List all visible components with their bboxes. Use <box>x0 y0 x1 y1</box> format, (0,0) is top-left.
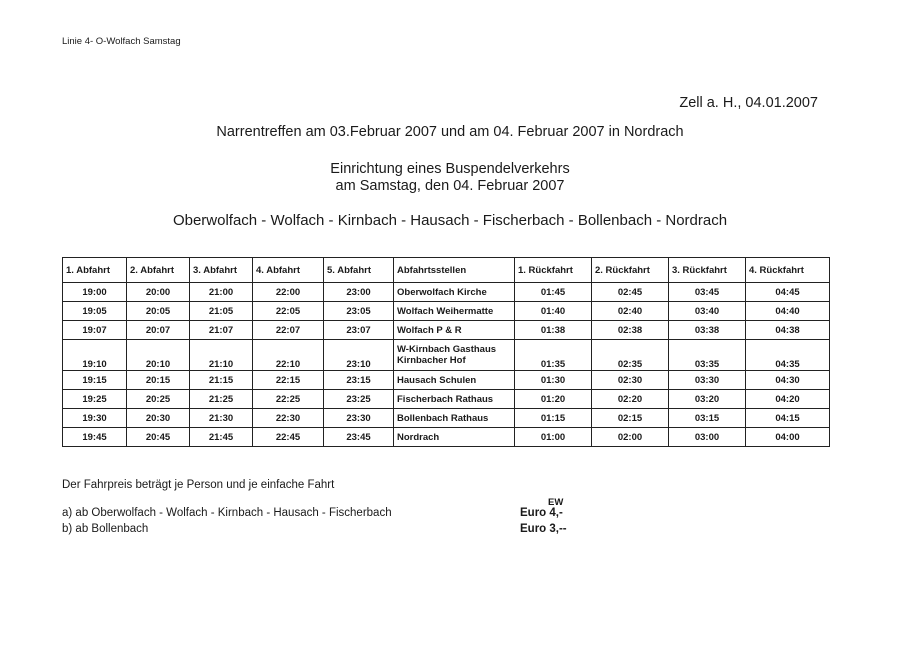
fare-intro: Der Fahrpreis beträgt je Person und je einfache Fahrt <box>62 479 335 491</box>
departure-time: 22:45 <box>253 428 324 447</box>
return-time: 04:35 <box>746 340 830 371</box>
departure-time: 21:15 <box>190 371 253 390</box>
stop-name: Hausach Schulen <box>394 371 515 390</box>
table-row <box>63 409 830 428</box>
return-time: 01:30 <box>515 371 592 390</box>
return-time: 03:30 <box>669 371 746 390</box>
header-label: Linie 4- O-Wolfach Samstag <box>62 36 181 47</box>
return-time: 04:40 <box>746 302 830 321</box>
departure-time: 22:07 <box>253 321 324 340</box>
stop-name: Oberwolfach Kirche <box>394 283 515 302</box>
departure-time: 19:00 <box>63 283 127 302</box>
departure-time: 22:05 <box>253 302 324 321</box>
return-time: 04:15 <box>746 409 830 428</box>
return-time: 03:45 <box>669 283 746 302</box>
fare-price: Euro 4,- <box>520 507 563 519</box>
return-time: 03:40 <box>669 302 746 321</box>
fare-price: Euro 3,-- <box>520 523 567 535</box>
departure-time: 19:07 <box>63 321 127 340</box>
stop-name-line-1: W-Kirnbach Gasthaus <box>397 344 497 355</box>
return-time: 02:45 <box>592 283 669 302</box>
return-time: 04:00 <box>746 428 830 447</box>
subtitle-line-2: am Samstag, den 04. Februar 2007 <box>335 178 565 194</box>
stop-name-line-2: Kirnbacher Hof <box>397 355 466 366</box>
departure-time: 21:25 <box>190 390 253 409</box>
return-time: 01:35 <box>515 340 592 371</box>
departure-time: 22:25 <box>253 390 324 409</box>
col-header: 2. Rückfahrt <box>592 258 669 283</box>
departure-time: 20:05 <box>127 302 190 321</box>
return-time: 02:40 <box>592 302 669 321</box>
col-header: 4. Rückfahrt <box>746 258 830 283</box>
place-date: Zell a. H., 04.01.2007 <box>679 95 818 111</box>
return-time: 01:38 <box>515 321 592 340</box>
return-time: 02:00 <box>592 428 669 447</box>
departure-time: 20:30 <box>127 409 190 428</box>
event-title: Narrentreffen am 03.Februar 2007 und am 04. Februar 2007 in Nordrach <box>216 124 684 140</box>
departure-time: 23:00 <box>324 283 394 302</box>
return-time: 04:38 <box>746 321 830 340</box>
departure-time: 21:00 <box>190 283 253 302</box>
fare-description: a) ab Oberwolfach - Wolfach - Kirnbach - Hausach - Fischerbach <box>62 507 392 519</box>
departure-time: 22:00 <box>253 283 324 302</box>
departure-time: 19:45 <box>63 428 127 447</box>
timetable <box>62 257 830 447</box>
subtitle-line-1: Einrichtung eines Buspendelverkehrs <box>330 161 570 177</box>
departure-time: 19:30 <box>63 409 127 428</box>
return-time: 04:30 <box>746 371 830 390</box>
departure-time: 23:25 <box>324 390 394 409</box>
route-line: Oberwolfach - Wolfach - Kirnbach - Hausach - Fischerbach - Bollenbach - Nordrach <box>172 212 728 229</box>
table-row <box>63 340 830 371</box>
stop-name: Wolfach P & R <box>394 321 515 340</box>
departure-time: 21:30 <box>190 409 253 428</box>
return-time: 03:35 <box>669 340 746 371</box>
departure-time: 20:00 <box>127 283 190 302</box>
return-time: 02:15 <box>592 409 669 428</box>
stop-name <box>394 340 515 371</box>
departure-time: 23:10 <box>324 340 394 371</box>
col-header: 3. Abfahrt <box>190 258 253 283</box>
departure-time: 20:25 <box>127 390 190 409</box>
return-time: 01:20 <box>515 390 592 409</box>
departure-time: 23:05 <box>324 302 394 321</box>
departure-time: 20:15 <box>127 371 190 390</box>
return-time: 03:20 <box>669 390 746 409</box>
departure-time: 19:10 <box>63 340 127 371</box>
col-header: 1. Abfahrt <box>63 258 127 283</box>
table-row <box>63 283 830 302</box>
header-row <box>63 258 830 283</box>
departure-time: 21:45 <box>190 428 253 447</box>
table-row <box>63 302 830 321</box>
return-time: 01:45 <box>515 283 592 302</box>
table-row <box>63 371 830 390</box>
return-time: 02:20 <box>592 390 669 409</box>
return-time: 02:30 <box>592 371 669 390</box>
departure-time: 19:25 <box>63 390 127 409</box>
departure-time: 20:07 <box>127 321 190 340</box>
return-time: 01:15 <box>515 409 592 428</box>
stop-name: Nordrach <box>394 428 515 447</box>
col-header: 3. Rückfahrt <box>669 258 746 283</box>
return-time: 03:00 <box>669 428 746 447</box>
fare-column-label: EW <box>548 497 564 508</box>
col-header: 4. Abfahrt <box>253 258 324 283</box>
departure-time: 22:15 <box>253 371 324 390</box>
departure-time: 23:07 <box>324 321 394 340</box>
table-row <box>63 321 830 340</box>
stop-name: Wolfach Weihermatte <box>394 302 515 321</box>
departure-time: 20:45 <box>127 428 190 447</box>
col-header: 1. Rückfahrt <box>515 258 592 283</box>
departure-time: 23:15 <box>324 371 394 390</box>
stop-name: Fischerbach Rathaus <box>394 390 515 409</box>
departure-time: 21:05 <box>190 302 253 321</box>
return-time: 02:35 <box>592 340 669 371</box>
departure-time: 20:10 <box>127 340 190 371</box>
return-time: 01:00 <box>515 428 592 447</box>
table-row <box>63 390 830 409</box>
return-time: 04:20 <box>746 390 830 409</box>
departure-time: 23:30 <box>324 409 394 428</box>
stop-name: Bollenbach Rathaus <box>394 409 515 428</box>
return-time: 01:40 <box>515 302 592 321</box>
departure-time: 22:10 <box>253 340 324 371</box>
col-header: 5. Abfahrt <box>324 258 394 283</box>
departure-time: 21:10 <box>190 340 253 371</box>
departure-time: 21:07 <box>190 321 253 340</box>
departure-time: 19:05 <box>63 302 127 321</box>
col-header: 2. Abfahrt <box>127 258 190 283</box>
return-time: 04:45 <box>746 283 830 302</box>
col-header: Abfahrtsstellen <box>394 258 515 283</box>
return-time: 03:38 <box>669 321 746 340</box>
departure-time: 23:45 <box>324 428 394 447</box>
departure-time: 22:30 <box>253 409 324 428</box>
departure-time: 19:15 <box>63 371 127 390</box>
fare-description: b) ab Bollenbach <box>62 523 149 535</box>
return-time: 03:15 <box>669 409 746 428</box>
return-time: 02:38 <box>592 321 669 340</box>
table-row <box>63 428 830 447</box>
